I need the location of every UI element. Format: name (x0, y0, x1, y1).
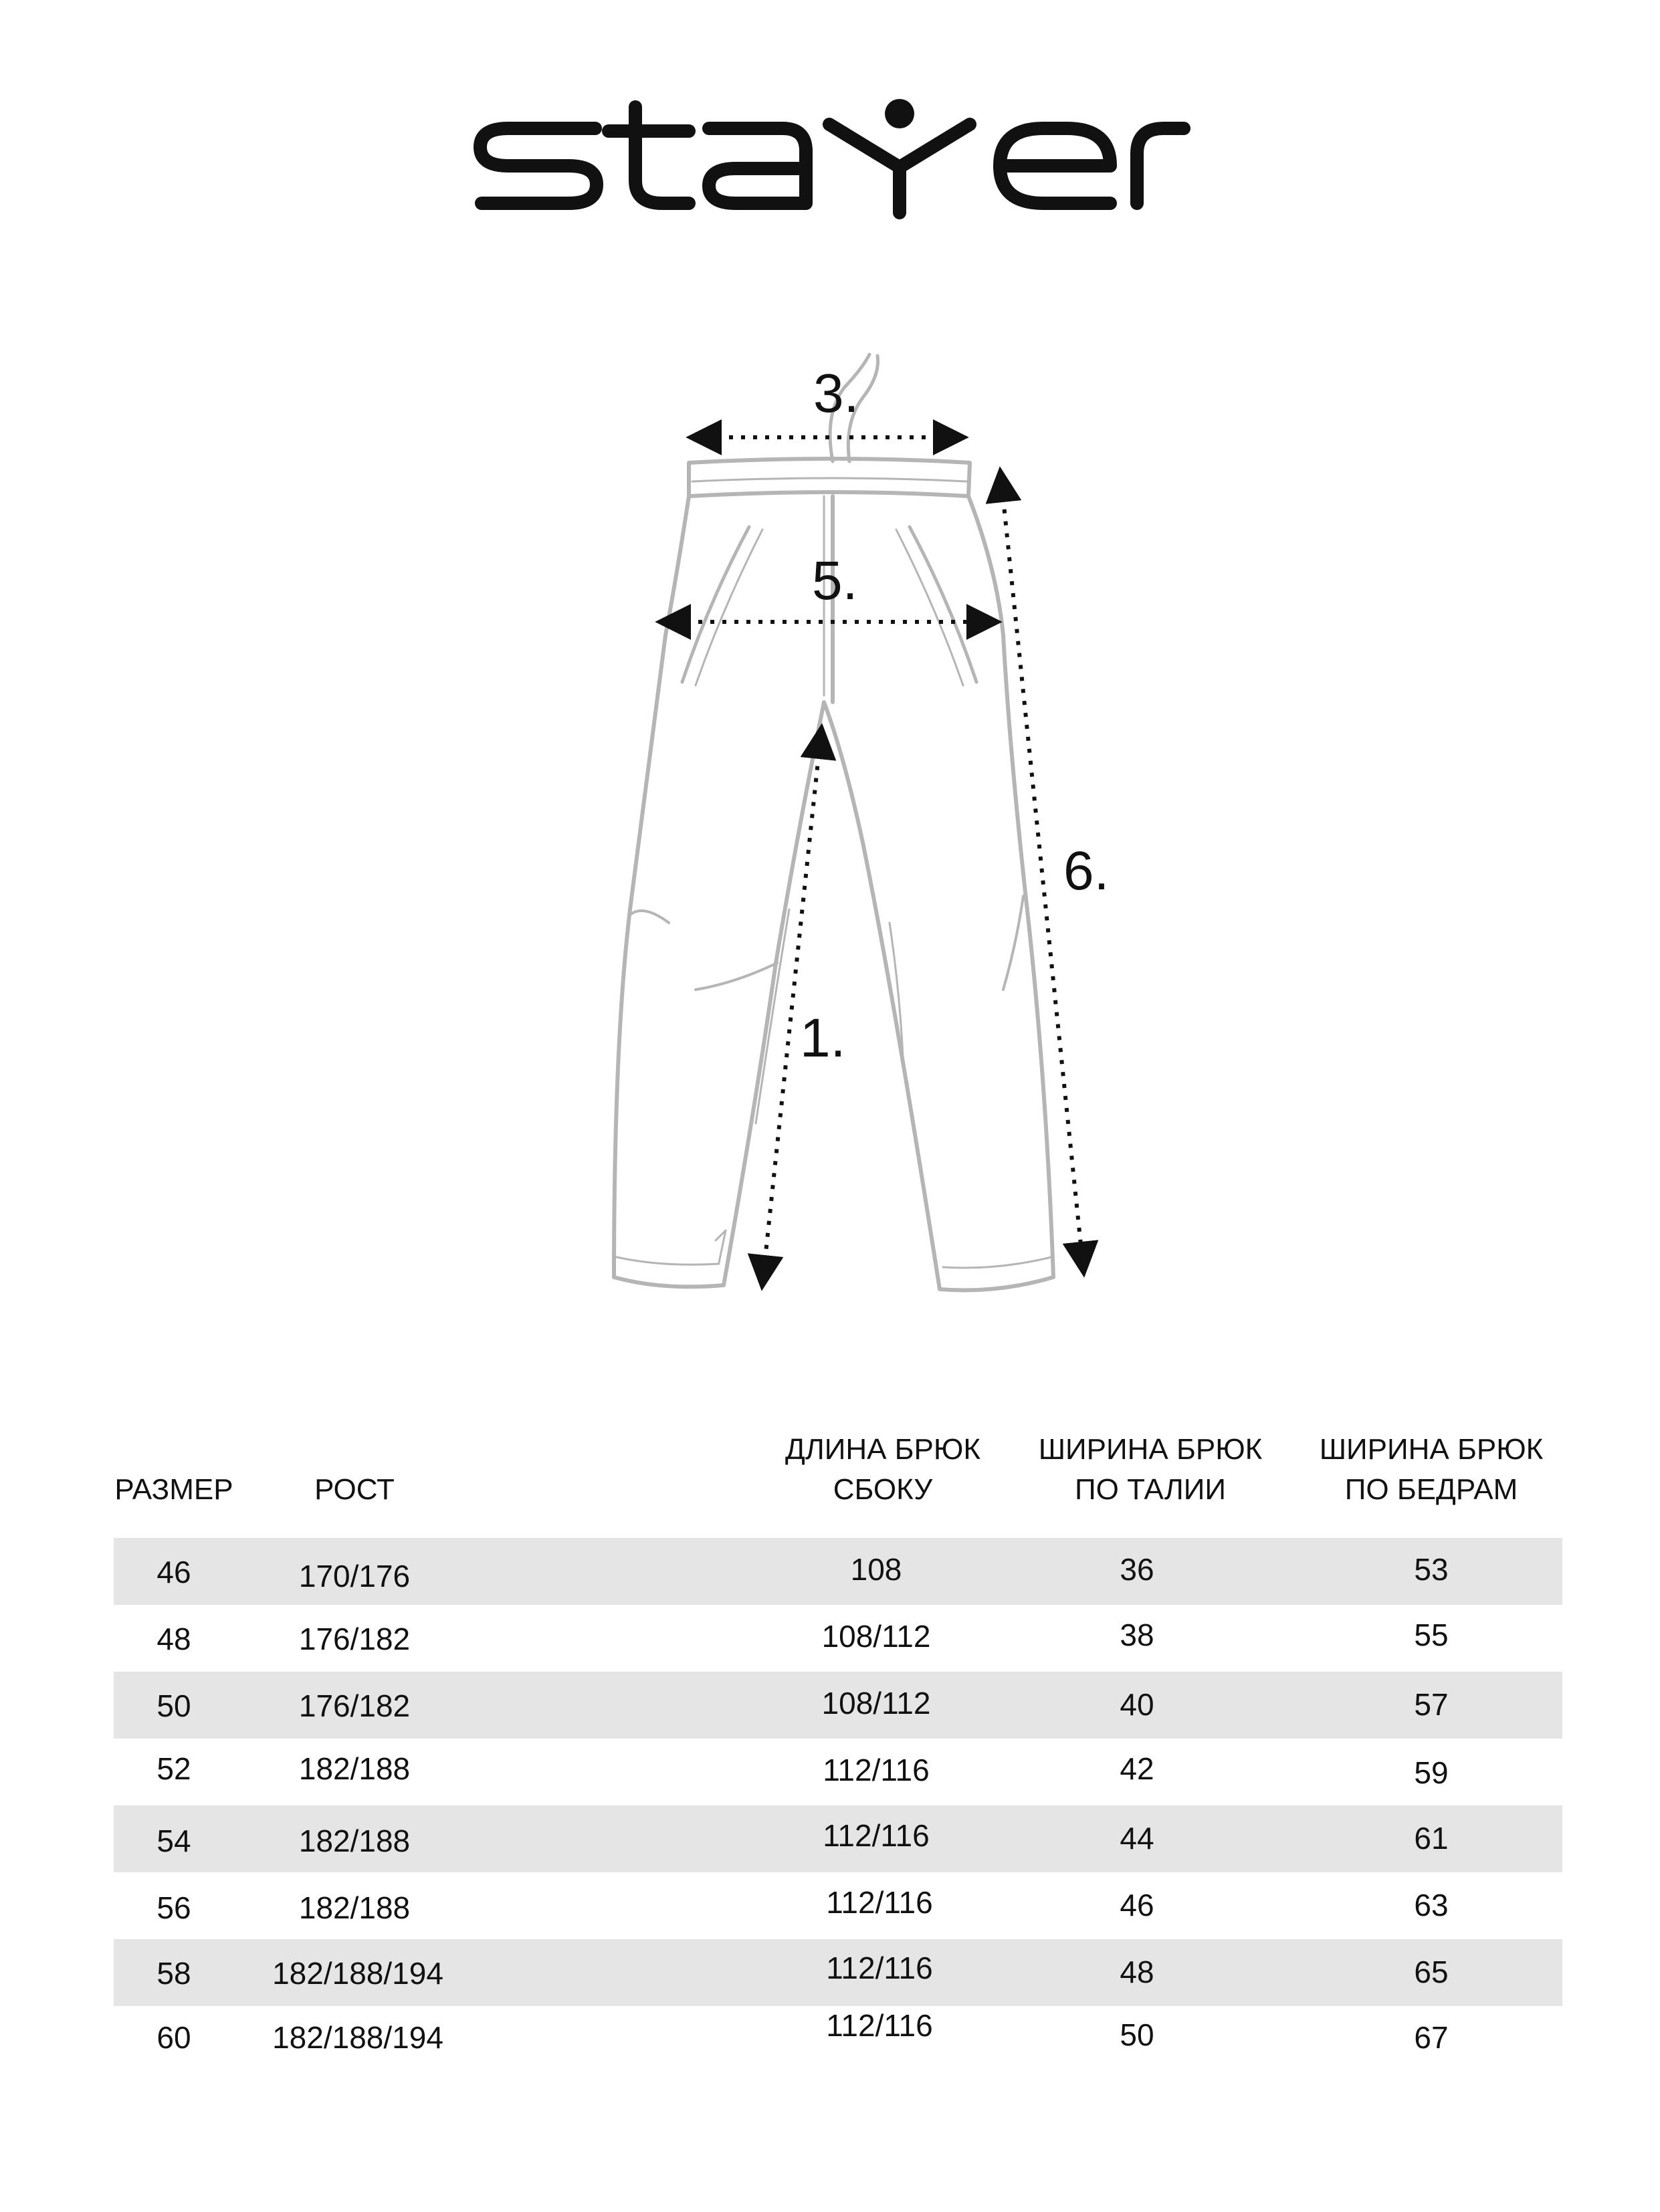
cell-height: 182/188 (298, 1751, 411, 1786)
stayer-logo (468, 94, 1190, 227)
cell-length: 112/116 (826, 1885, 933, 1920)
cell-length: 108 (850, 1552, 902, 1587)
cell-length: 108/112 (821, 1619, 931, 1654)
cell-hips: 53 (1414, 1552, 1449, 1587)
header-length-line2: СБОКУ (833, 1473, 933, 1506)
label-hips-measure: 5. (812, 550, 858, 611)
cell-size: 60 (157, 2020, 191, 2055)
cell-size: 48 (157, 1622, 191, 1656)
cell-size: 56 (157, 1890, 191, 1925)
header-hips-line1: ШИРИНА БРЮК (1319, 1433, 1544, 1466)
cell-height: 170/176 (298, 1559, 411, 1593)
header-length (749, 1430, 1017, 1510)
cell-waist: 40 (1120, 1687, 1154, 1722)
cell-height: 182/188 (298, 1890, 411, 1925)
cell-size: 58 (157, 1956, 191, 1991)
label-leg-length-measure: 1. (800, 1008, 846, 1069)
cell-waist: 38 (1120, 1618, 1154, 1652)
cell-length: 112/116 (826, 1951, 933, 1985)
header-waist-line2: ПО ТАЛИИ (1075, 1473, 1226, 1506)
cell-hips: 63 (1414, 1888, 1449, 1922)
cell-size: 50 (157, 1688, 191, 1723)
cell-waist: 50 (1120, 2017, 1154, 2052)
cell-height: 182/188/194 (272, 2020, 443, 2055)
cell-height: 176/182 (298, 1622, 411, 1656)
cell-length: 112/116 (823, 1818, 930, 1853)
header-size: РАЗМЕР (114, 1473, 233, 1506)
pants-measurement-diagram (0, 321, 1660, 1337)
cell-size: 52 (157, 1751, 191, 1786)
cell-hips: 59 (1414, 1755, 1449, 1790)
header-waist-line1: ШИРИНА БРЮК (1038, 1433, 1263, 1466)
cell-hips: 61 (1414, 1821, 1449, 1856)
cell-size: 46 (157, 1555, 191, 1589)
header-waist (1017, 1430, 1284, 1510)
cell-height: 182/188/194 (272, 1956, 443, 1991)
label-waist-measure: 3. (813, 363, 859, 424)
header-hips-line2: ПО БЕДРАМ (1344, 1473, 1518, 1506)
cell-height: 176/182 (298, 1688, 411, 1723)
label-side-length-measure: 6. (1063, 841, 1110, 901)
cell-length: 112/116 (823, 1753, 930, 1787)
cell-waist: 48 (1120, 1955, 1154, 1989)
cell-waist: 36 (1120, 1552, 1154, 1587)
cell-waist: 42 (1120, 1751, 1154, 1786)
header-length-line1: ДЛИНА БРЮК (785, 1433, 980, 1466)
cell-waist: 44 (1120, 1821, 1154, 1856)
cell-hips: 55 (1414, 1618, 1449, 1652)
cell-waist: 46 (1120, 1888, 1154, 1922)
cell-height: 182/188 (298, 1823, 411, 1858)
cell-length: 112/116 (826, 2008, 933, 2043)
header-hips (1298, 1430, 1565, 1510)
header-height: РОСТ (314, 1473, 395, 1506)
cell-hips: 67 (1414, 2020, 1449, 2055)
cell-hips: 57 (1414, 1687, 1449, 1722)
cell-hips: 65 (1414, 1955, 1449, 1989)
pants-outline (614, 354, 1053, 1291)
cell-size: 54 (157, 1823, 191, 1858)
cell-length: 108/112 (821, 1686, 931, 1721)
